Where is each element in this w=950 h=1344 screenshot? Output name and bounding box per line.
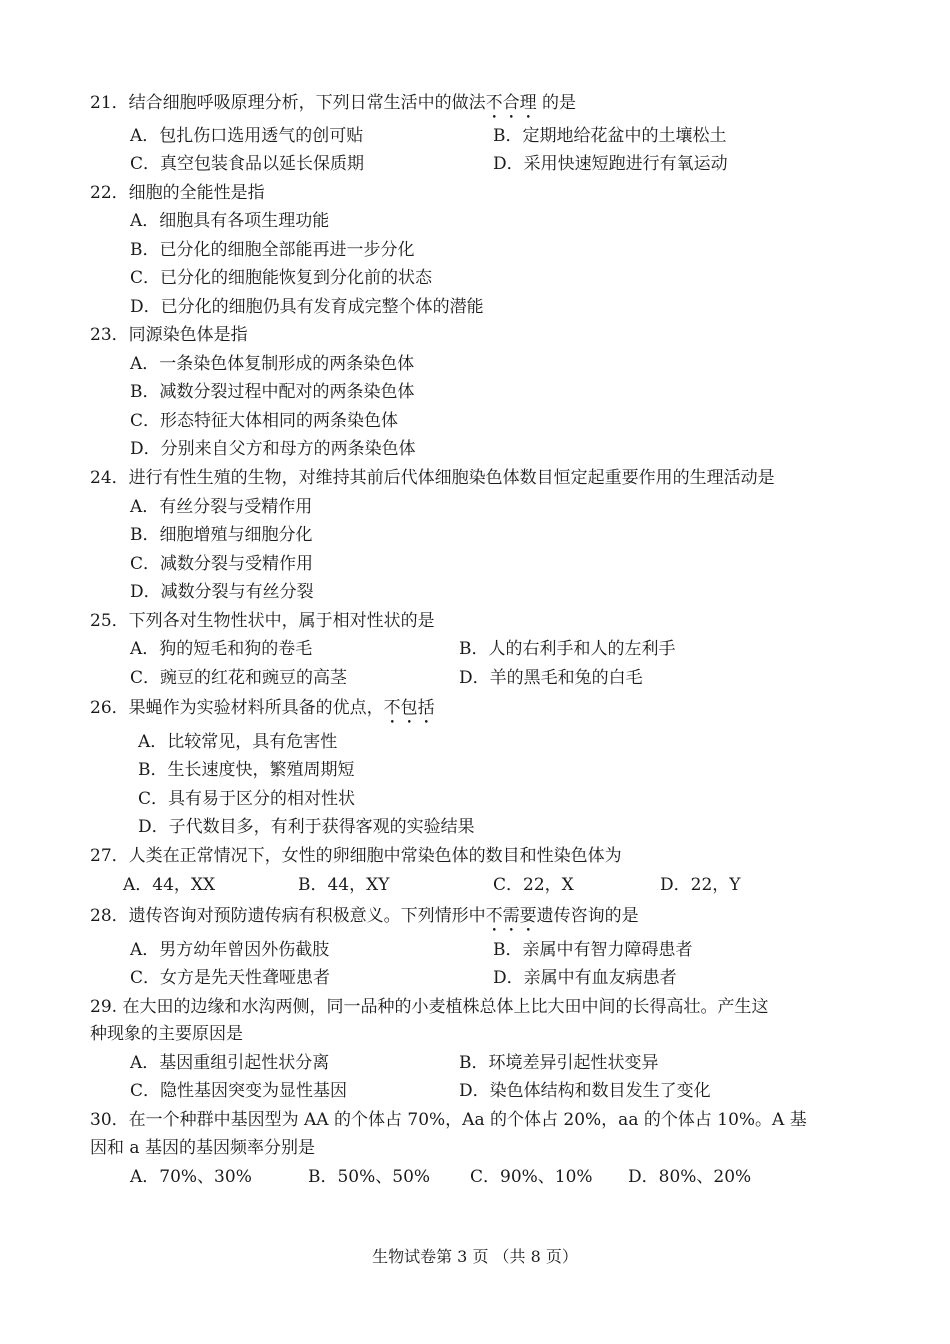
question-30-stem-line2: 因和 a 基因的基因频率分别是 — [90, 1138, 315, 1158]
option-22-d: D．已分化的细胞仍具有发育成完整个体的潜能 — [130, 297, 484, 317]
option-24-b: B．细胞增殖与细胞分化 — [130, 525, 313, 545]
question-27-stem: 27．人类在正常情况下，女性的卵细胞中常染色体的数目和性染色体为 — [90, 846, 622, 866]
option-29-c: C．隐性基因突变为显性基因 — [130, 1081, 348, 1101]
option-22-c: C．已分化的细胞能恢复到分化前的状态 — [130, 268, 433, 288]
stem-text: 的是 — [536, 93, 577, 113]
option-25-d: D．羊的黑毛和兔的白毛 — [459, 668, 643, 688]
option-22-a: A．细胞具有各项生理功能 — [130, 211, 330, 231]
option-28-b: B．亲属中有智力障碍患者 — [493, 940, 693, 960]
option-26-a: A．比较常见，具有危害性 — [138, 732, 338, 752]
option-27-b: B．44，XY — [298, 875, 390, 895]
question-23-stem: 23．同源染色体是指 — [90, 325, 248, 345]
option-23-d: D．分别来自父方和母方的两条染色体 — [130, 439, 416, 459]
emphasized-text: 不合理 — [485, 93, 537, 113]
question-25-stem: 25．下列各对生物性状中，属于相对性状的是 — [90, 611, 435, 631]
option-26-d: D．子代数目多，有利于获得客观的实验结果 — [138, 817, 475, 837]
option-22-b: B．已分化的细胞全部能再进一步分化 — [130, 240, 415, 260]
emphasized-text: 不包括 — [383, 698, 435, 718]
option-24-a: A．有丝分裂与受精作用 — [130, 497, 313, 517]
option-23-b: B．减数分裂过程中配对的两条染色体 — [130, 382, 415, 402]
emphasized-text: 不需要 — [485, 906, 537, 926]
option-25-a: A．狗的短毛和狗的卷毛 — [130, 639, 313, 659]
option-24-c: C．减数分裂与受精作用 — [130, 554, 314, 574]
option-26-c: C．具有易于区分的相对性状 — [138, 789, 356, 809]
question-29-stem-line1: 29. 在大田的边缘和水沟两侧，同一品种的小麦植株总体上比大田中间的长得高壮。产生这 — [90, 997, 769, 1017]
option-23-c: C．形态特征大体相同的两条染色体 — [130, 411, 399, 431]
option-28-a: A．男方幼年曾因外伤截肢 — [130, 940, 330, 960]
option-29-b: B．环境差异引起性状变异 — [459, 1053, 659, 1073]
option-25-b: B．人的右利手和人的左利手 — [459, 639, 676, 659]
stem-text: 21．结合细胞呼吸原理分析，下列日常生活中的做法 — [90, 93, 486, 113]
question-22-stem: 22．细胞的全能性是指 — [90, 183, 265, 203]
question-24-stem: 24．进行有性生殖的生物，对维持其前后代体细胞染色体数目恒定起重要作用的生理活动是 — [90, 468, 775, 488]
option-30-b: B．50%、50% — [308, 1167, 431, 1187]
stem-text: 遗传咨询的是 — [536, 906, 639, 926]
stem-text: 28．遗传咨询对预防遗传病有积极意义。下列情形中 — [90, 906, 486, 926]
option-29-d: D．染色体结构和数目发生了变化 — [459, 1081, 711, 1101]
option-27-a: A．44，XX — [123, 875, 216, 895]
option-25-c: C．豌豆的红花和豌豆的高茎 — [130, 668, 348, 688]
option-30-a: A．70%、30% — [130, 1167, 252, 1187]
option-27-d: D．22，Y — [660, 875, 741, 895]
option-23-a: A．一条染色体复制形成的两条染色体 — [130, 354, 415, 374]
option-30-d: D．80%、20% — [628, 1167, 752, 1187]
option-21-d: D．采用快速短跑进行有氧运动 — [493, 154, 728, 174]
option-27-c: C．22，X — [493, 875, 574, 895]
option-21-c: C．真空包装食品以延长保质期 — [130, 154, 365, 174]
option-21-b: B．定期地给花盆中的土壤松土 — [493, 126, 727, 146]
question-21-stem — [90, 92, 576, 123]
option-28-d: D．亲属中有血友病患者 — [493, 968, 677, 988]
page-footer: 生物试卷第 3 页 （共 8 页） — [372, 1247, 578, 1266]
stem-text: 26．果蝇作为实验材料所具备的优点， — [90, 698, 384, 718]
option-26-b: B．生长速度快，繁殖周期短 — [138, 760, 355, 780]
option-29-a: A．基因重组引起性状分离 — [130, 1053, 330, 1073]
option-24-d: D．减数分裂与有丝分裂 — [130, 582, 314, 602]
question-26-stem — [90, 697, 435, 728]
option-28-c: C．女方是先天性聋哑患者 — [130, 968, 331, 988]
option-30-c: C．90%、10% — [470, 1167, 593, 1187]
question-30-stem-line1: 30．在一个种群中基因型为 AA 的个体占 70%，Aa 的个体占 20%，aa 的个体占 10%。A 基 — [90, 1110, 807, 1130]
question-28-stem — [90, 905, 639, 936]
option-21-a: A．包扎伤口选用透气的创可贴 — [130, 126, 364, 146]
question-29-stem-line2: 种现象的主要原因是 — [90, 1024, 243, 1044]
